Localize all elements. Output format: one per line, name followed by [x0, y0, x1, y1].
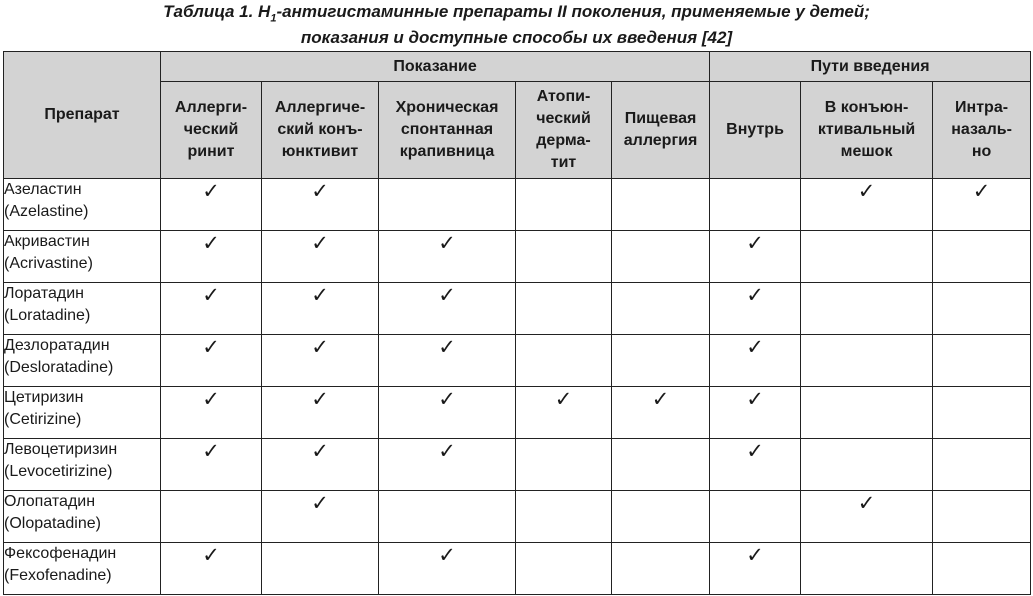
empty-cell	[710, 179, 801, 231]
empty-cell	[612, 543, 710, 595]
header-group-indications: Показание	[161, 52, 710, 82]
drug-name-ru: Цетиризин	[4, 389, 84, 406]
check-icon: ✓	[311, 335, 329, 359]
check-mark-cell	[933, 179, 1031, 231]
empty-cell	[933, 543, 1031, 595]
check-icon: ✓	[202, 179, 220, 203]
check-icon: ✓	[651, 387, 670, 411]
column-header-4: Атопи- ческий дерма- тит	[516, 82, 612, 179]
empty-cell	[933, 387, 1031, 439]
drug-name-en: (Levocetirizine)	[4, 463, 113, 480]
check-icon: ✓	[746, 335, 764, 359]
check-icon: ✓	[311, 439, 329, 463]
empty-cell	[379, 491, 516, 543]
check-mark-cell	[379, 439, 516, 491]
check-icon: ✓	[438, 283, 456, 307]
table-row	[4, 335, 1031, 387]
check-icon: ✓	[746, 543, 764, 567]
empty-cell	[933, 335, 1031, 387]
empty-cell	[801, 283, 933, 335]
check-mark-cell	[710, 231, 801, 283]
check-icon: ✓	[311, 491, 329, 515]
check-icon: ✓	[972, 179, 991, 203]
empty-cell	[516, 335, 612, 387]
empty-cell	[612, 439, 710, 491]
check-icon: ✓	[438, 543, 456, 567]
table-row	[4, 543, 1031, 595]
drug-name-ru: Лоратадин	[4, 285, 84, 302]
caption-line-1-rest: -антигистаминные препараты II поколения, применяемые у детей;	[276, 2, 870, 21]
check-mark-cell	[379, 543, 516, 595]
check-icon: ✓	[311, 179, 329, 203]
drug-name-cell	[4, 283, 161, 335]
empty-cell	[612, 179, 710, 231]
drug-name-cell	[4, 231, 161, 283]
column-header-8: Интра- назаль- но	[933, 82, 1031, 179]
drug-name-en: (Cetirizine)	[4, 411, 82, 428]
check-icon: ✓	[554, 387, 573, 411]
table-body	[4, 179, 1031, 595]
drug-name-en: (Loratadine)	[4, 307, 91, 324]
check-mark-cell	[379, 231, 516, 283]
check-icon: ✓	[746, 231, 764, 255]
check-icon: ✓	[311, 231, 329, 255]
check-mark-cell	[516, 387, 612, 439]
check-mark-cell	[262, 283, 379, 335]
check-icon: ✓	[202, 439, 220, 463]
check-mark-cell	[161, 387, 262, 439]
check-mark-cell	[161, 335, 262, 387]
table-row	[4, 179, 1031, 231]
check-icon: ✓	[438, 231, 456, 255]
empty-cell	[801, 231, 933, 283]
caption-prefix: Таблица 1. H	[163, 2, 271, 21]
column-header-2: Аллергиче- ский конъ- юнктивит	[262, 82, 379, 179]
empty-cell	[933, 491, 1031, 543]
check-icon: ✓	[746, 439, 764, 463]
drug-name-en: (Desloratadine)	[4, 359, 114, 376]
check-icon: ✓	[438, 335, 456, 359]
check-mark-cell	[262, 491, 379, 543]
empty-cell	[801, 387, 933, 439]
check-icon: ✓	[438, 387, 456, 411]
empty-cell	[612, 491, 710, 543]
column-header-3: Хроническая спонтанная крапивница	[379, 82, 516, 179]
check-mark-cell	[161, 439, 262, 491]
caption-subscript: 1	[270, 12, 277, 25]
check-mark-cell	[801, 491, 933, 543]
drug-name-cell	[4, 439, 161, 491]
check-mark-cell	[262, 439, 379, 491]
empty-cell	[516, 439, 612, 491]
drug-name-ru: Азеластин	[4, 181, 82, 198]
drug-name-cell	[4, 335, 161, 387]
check-mark-cell	[161, 179, 262, 231]
check-icon: ✓	[202, 231, 220, 255]
check-mark-cell	[710, 439, 801, 491]
empty-cell	[710, 491, 801, 543]
empty-cell	[612, 283, 710, 335]
check-mark-cell	[710, 335, 801, 387]
check-mark-cell	[262, 179, 379, 231]
drug-name-ru: Фексофенадин	[4, 545, 117, 562]
drug-name-en: (Olopatadine)	[4, 515, 101, 532]
check-icon: ✓	[746, 387, 764, 411]
header-drug: Препарат	[4, 52, 161, 179]
check-icon: ✓	[202, 335, 220, 359]
empty-cell	[516, 491, 612, 543]
check-icon: ✓	[202, 387, 220, 411]
empty-cell	[801, 439, 933, 491]
check-mark-cell	[801, 179, 933, 231]
check-icon: ✓	[202, 543, 220, 567]
empty-cell	[516, 283, 612, 335]
empty-cell	[612, 335, 710, 387]
check-mark-cell	[612, 387, 710, 439]
column-header-7: В конъюн- ктивальный мешок	[801, 82, 933, 179]
check-mark-cell	[379, 335, 516, 387]
empty-cell	[516, 179, 612, 231]
drug-name-cell	[4, 387, 161, 439]
check-mark-cell	[262, 335, 379, 387]
column-header-6: Внутрь	[710, 82, 801, 179]
check-icon: ✓	[857, 491, 876, 515]
check-icon: ✓	[857, 179, 876, 203]
drug-name-ru: Олопатадин	[4, 493, 96, 510]
table-row	[4, 283, 1031, 335]
empty-cell	[262, 543, 379, 595]
check-mark-cell	[710, 387, 801, 439]
drug-name-cell	[4, 491, 161, 543]
check-mark-cell	[161, 231, 262, 283]
empty-cell	[933, 231, 1031, 283]
empty-cell	[161, 491, 262, 543]
table-caption	[0, 0, 1033, 48]
check-icon: ✓	[746, 283, 764, 307]
drug-name-ru: Дезлоратадин	[4, 337, 110, 354]
column-header-1: Аллерги- ческий ринит	[161, 82, 262, 179]
empty-cell	[379, 179, 516, 231]
check-mark-cell	[262, 231, 379, 283]
empty-cell	[516, 543, 612, 595]
check-icon: ✓	[311, 283, 329, 307]
table-row	[4, 231, 1031, 283]
drug-name-en: (Azelastine)	[4, 203, 89, 220]
check-icon: ✓	[202, 283, 220, 307]
check-icon: ✓	[311, 387, 329, 411]
drug-name-cell	[4, 179, 161, 231]
check-mark-cell	[710, 283, 801, 335]
check-mark-cell	[161, 543, 262, 595]
check-icon: ✓	[438, 439, 456, 463]
empty-cell	[801, 543, 933, 595]
empty-cell	[933, 439, 1031, 491]
check-mark-cell	[161, 283, 262, 335]
empty-cell	[801, 335, 933, 387]
check-mark-cell	[710, 543, 801, 595]
drug-name-cell	[4, 543, 161, 595]
drug-name-en: (Fexofenadine)	[4, 567, 112, 584]
empty-cell	[933, 283, 1031, 335]
table-row	[4, 387, 1031, 439]
drug-name-en: (Acrivastine)	[4, 255, 93, 272]
drug-name-ru: Акривастин	[4, 233, 90, 250]
empty-cell	[612, 231, 710, 283]
caption-line-1	[0, 2, 1033, 28]
antihistamine-table	[3, 51, 1031, 595]
check-mark-cell	[379, 283, 516, 335]
check-mark-cell	[379, 387, 516, 439]
table-row	[4, 439, 1031, 491]
drug-name-ru: Левоцетиризин	[4, 441, 118, 458]
column-header-5: Пищевая аллергия	[612, 82, 710, 179]
header-group-routes: Пути введения	[710, 52, 1031, 82]
table-row	[4, 491, 1031, 543]
caption-line-2: показания и доступные способы их введения [42]	[300, 28, 733, 48]
check-mark-cell	[262, 387, 379, 439]
empty-cell	[516, 231, 612, 283]
